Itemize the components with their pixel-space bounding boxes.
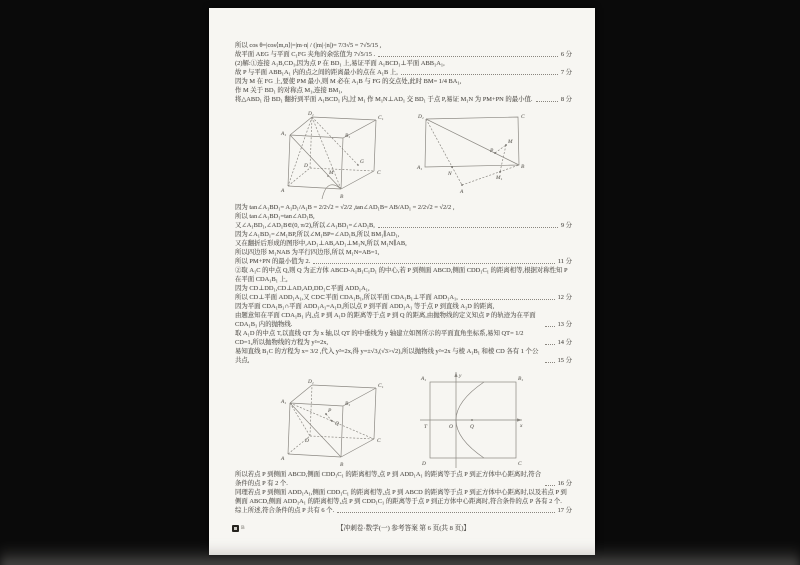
score-mark: 11 分: [557, 258, 572, 265]
answer-line: [235, 203, 572, 212]
vertex-label-B: B: [339, 194, 343, 200]
score-mark: 9 分: [560, 222, 572, 229]
answer-line: [235, 230, 572, 239]
point-label-P: P: [327, 408, 331, 414]
vertex-label-A: A: [280, 188, 284, 194]
line-text: 所以 CD⊥平面 ADD₁A₁,又 CD⊂平面 CDA₁B₁,所以平面 CDA₁B₁⊥平面 ADD₁A₁,: [235, 294, 458, 301]
y-axis-label: y: [458, 373, 461, 379]
vertex-label-D1: D₁: [307, 379, 314, 385]
line-text: (2)解:①连接 A₁B,CD₁,因为点 P 在 BD₁ 上,易证平面 A₁BCD₁⊥平面 ABB₁A₁,: [235, 60, 445, 67]
dotted-leader: [545, 484, 555, 486]
vertex-label-B: B: [339, 462, 343, 468]
vertex-label-C: C: [376, 438, 381, 444]
vertex-label-B1: B₁: [344, 133, 350, 139]
answer-line: [235, 266, 572, 284]
line-text: 所以 PM+PN 的最小值为 2.: [235, 258, 311, 265]
line-text: 所以 tan∠A₁BD₁=tan∠AD₁B,: [235, 213, 315, 220]
line-text: 易知直线 B₁C 的方程为 x= 3/2 ,代入 y²=2x,得 y=±√3,(√3>√2),所以抛物线 y²=2x 与棱 A₁B₁ 和棱 CD 各有 1 个公共点,: [235, 348, 539, 364]
line-text: 综上所述,符合条件的点 P 共有 6 个.: [235, 507, 335, 514]
answer-line: [235, 302, 572, 311]
vertex-label-A1: A₁: [416, 165, 422, 171]
vertex-label-B1: B₁: [517, 376, 523, 382]
line-text: 由题意知在平面 CDA₁B₁ 内,点 P 到 A₁D 的距离等于点 P 到 Q 的距离,由抛物线的定义知点 P 的轨迹为在平面 CDA₁B₁ 内的抛物线.: [235, 312, 536, 328]
point-label-M: M: [328, 170, 333, 176]
vertex-label-B: B: [520, 164, 524, 170]
line-text: 所以四边形 M₁NAB 为平行四边形,所以 M₁N=AB=1,: [235, 249, 380, 256]
score-mark: 6 分: [560, 51, 572, 58]
answer-line: [235, 257, 572, 266]
answer-line: [235, 212, 572, 221]
answer-line: [235, 488, 572, 506]
cube-figure-2: [278, 368, 392, 468]
answer-line: [235, 77, 572, 86]
footer-page-info: 【冲刺卷·数学(一) 参考答案 第 6 页(共 8 页)】: [337, 525, 470, 532]
line-text: 又在翻折后形成的图形中,AD₁⊥AB,AD₁⊥M₁N,所以 M₁N∥AB,: [235, 240, 407, 247]
line-text: 因为 tan∠A₁BD₁= A₁D₁/A₁B = 2/2√2 = √2/2 ,tan∠AD₁B= AB/AD₁ = 2/2√2 = √2/2 ,: [235, 204, 455, 211]
parabola-figure: [416, 368, 530, 468]
point-label-P: P: [489, 148, 493, 154]
score-mark: 12 分: [557, 294, 572, 301]
dotted-leader: [401, 73, 558, 75]
dotted-leader: [461, 298, 555, 300]
answer-line: [235, 239, 572, 248]
point-label-N: N: [447, 171, 452, 177]
point-label-M: M: [507, 139, 512, 145]
point-label-T: T: [423, 424, 427, 430]
page-footer: [235, 524, 572, 536]
point-label-M1: M₁: [495, 175, 502, 181]
point-label-A: A: [459, 189, 463, 195]
answer-line: [235, 311, 572, 329]
answer-line: [235, 248, 572, 257]
vertex-label-C: C: [520, 114, 525, 120]
origin-label-O: O: [448, 424, 453, 430]
dotted-leader: [378, 55, 558, 57]
vertex-label-D1: D₁: [417, 114, 424, 120]
dotted-leader: [313, 262, 555, 264]
answer-line: [235, 284, 572, 293]
vertex-label-A1: A₁: [280, 131, 286, 137]
line-text: 所以 cos θ=|cos⟨m,n⟩|=|m·n| / (|m|·|n|)= 7/3√5 = 7√5/15 ,: [235, 42, 382, 49]
answer-line: [235, 347, 572, 365]
answer-line: [235, 59, 572, 68]
line-text: 因为∠A₁BD₁=∠M₁BP,所以∠M₁BP=∠AD₁B,所以 BM₁∥AD₁,: [235, 231, 400, 238]
answer-line: [235, 50, 572, 59]
answer-line: [235, 470, 572, 488]
dotted-leader: [536, 100, 558, 102]
line-text: 因为平面 CDA₁B₁∩平面 ADD₁A₁=A₁D,所以点 P 到平面 ADD₁A₁ 等于点 P 到直线 A₁D 的距离,: [235, 303, 495, 310]
line-text: 同理若点 P 到侧面 ADD₁A₁,侧面 CDD₁C₁ 的距离相等,点 P 到 ABCD 的距离等于点 P 到正方体中心距离时,以及若点 P 到侧面 ABCD,侧面 ADD₁A₁ 的距离相等,点 P 到 CDD₁C₁ 的距离等于点 P 到正方体中心距离时,符合条件的点 P 各有 2 个.: [235, 489, 567, 505]
vertex-label-B1: B₁: [344, 401, 350, 407]
dotted-leader: [545, 343, 555, 345]
line-text: 作 M 关于 BD₁ 的对称点 M₁,连接 BM₁,: [235, 87, 343, 94]
dotted-leader: [545, 325, 555, 327]
scanned-answer-sheet: [209, 8, 595, 555]
vertex-label-A1: A₁: [280, 399, 286, 405]
unfolded-plane-figure: [416, 107, 530, 201]
line-text: 故 P 与平面 ABB₁A₁ 内的点之间的距离最小的点在 A₁B 上,: [235, 69, 398, 76]
answer-content: [209, 8, 595, 555]
answer-line: [235, 329, 572, 347]
vertex-label-D: D: [304, 438, 309, 444]
vertex-label-D1: D₁: [307, 111, 314, 117]
line-text: 因为 CD⊥DD₁,CD⊥AD,AD,DD₁⊂平面 ADD₁A₁,: [235, 285, 370, 292]
cube-figure-1: [278, 107, 392, 201]
point-label-Q: Q: [334, 421, 339, 427]
vertex-label-C1: C₁: [377, 115, 383, 121]
score-mark: 15 分: [557, 357, 572, 364]
figure-row-1: [235, 107, 572, 201]
vertex-label-D: D: [303, 163, 308, 169]
answer-line: [235, 221, 572, 230]
vertex-label-C1: C₁: [377, 383, 383, 389]
dotted-leader: [545, 361, 555, 363]
answer-line: [235, 41, 572, 50]
line-text: 又∠A₁BD₁,∠AD₁B∈(0, π/2),所以∠A₁BD₁=∠AD₁B,: [235, 222, 375, 229]
score-mark: 16 分: [557, 480, 572, 487]
logo-letter: B: [241, 525, 245, 531]
point-label-G: G: [359, 159, 364, 165]
figure-row-2: [235, 368, 572, 468]
answer-line: [235, 86, 572, 95]
score-mark: 14 分: [557, 339, 572, 346]
score-mark: 8 分: [560, 96, 572, 103]
vertex-label-C: C: [376, 170, 381, 176]
x-axis-label: x: [519, 423, 522, 429]
scan-shadow-band: [0, 545, 800, 565]
score-mark: 17 分: [557, 507, 572, 514]
dotted-leader: [337, 511, 554, 513]
vertex-label-C: C: [517, 461, 522, 467]
dotted-leader: [378, 226, 558, 228]
score-mark: 13 分: [557, 321, 572, 328]
vertex-label-A1: A₁: [420, 376, 426, 382]
answer-line: [235, 293, 572, 302]
line-text: 将△ABD₁ 沿 BD₁ 翻折到平面 A₁BCD₁ 内,过 M₁ 作 M₁N⊥AD₁ 交 BD₁ 于点 P,易证 M₁N 为 PM+PN 的最小值.: [235, 96, 533, 103]
point-label-Q: Q: [469, 424, 474, 430]
vertex-label-D: D: [421, 461, 426, 467]
answer-line: [235, 95, 572, 104]
score-mark: 7 分: [560, 69, 572, 76]
answer-line: [235, 506, 572, 515]
vertex-label-A: A: [280, 456, 284, 462]
line-text: ②取 A₁C 的中点 Q,则 Q 为正方体 ABCD-A₁B₁C₁D₁ 的中心,若 P 到侧面 ABCD,侧面 CDD₁C₁ 的距离相等,根据对称性知 P 在平面 CDA₁B₁ 上,: [235, 267, 568, 283]
line-text: 故平面 AEG 与平面 C₁FG 夹角的余弦值为 7√5/15 .: [235, 51, 376, 58]
line-text: 因为 M 在 FG 上,要使 PM 最小,则 M 必在 A₁B 与 FG 的交点处,此时 BM= 1/4 BA₁,: [235, 78, 462, 85]
answer-line: [235, 68, 572, 77]
line-text: 取 A₁D 的中点 T,以直线 QT 为 x 轴,以 QT 的中垂线为 y 轴建立如图所示的平面直角坐标系,易知 QT= 1/2 CD=1,所以抛物线的方程为 y²=2x,: [235, 330, 524, 346]
line-text: 所以若点 P 到侧面 ABCD,侧面 CDD₁C₁ 的距离相等,点 P 到 ADD₁A₁ 的距离等于点 P 到正方体中心距离时,符合条件的点 P 有 2 个.: [235, 471, 542, 487]
